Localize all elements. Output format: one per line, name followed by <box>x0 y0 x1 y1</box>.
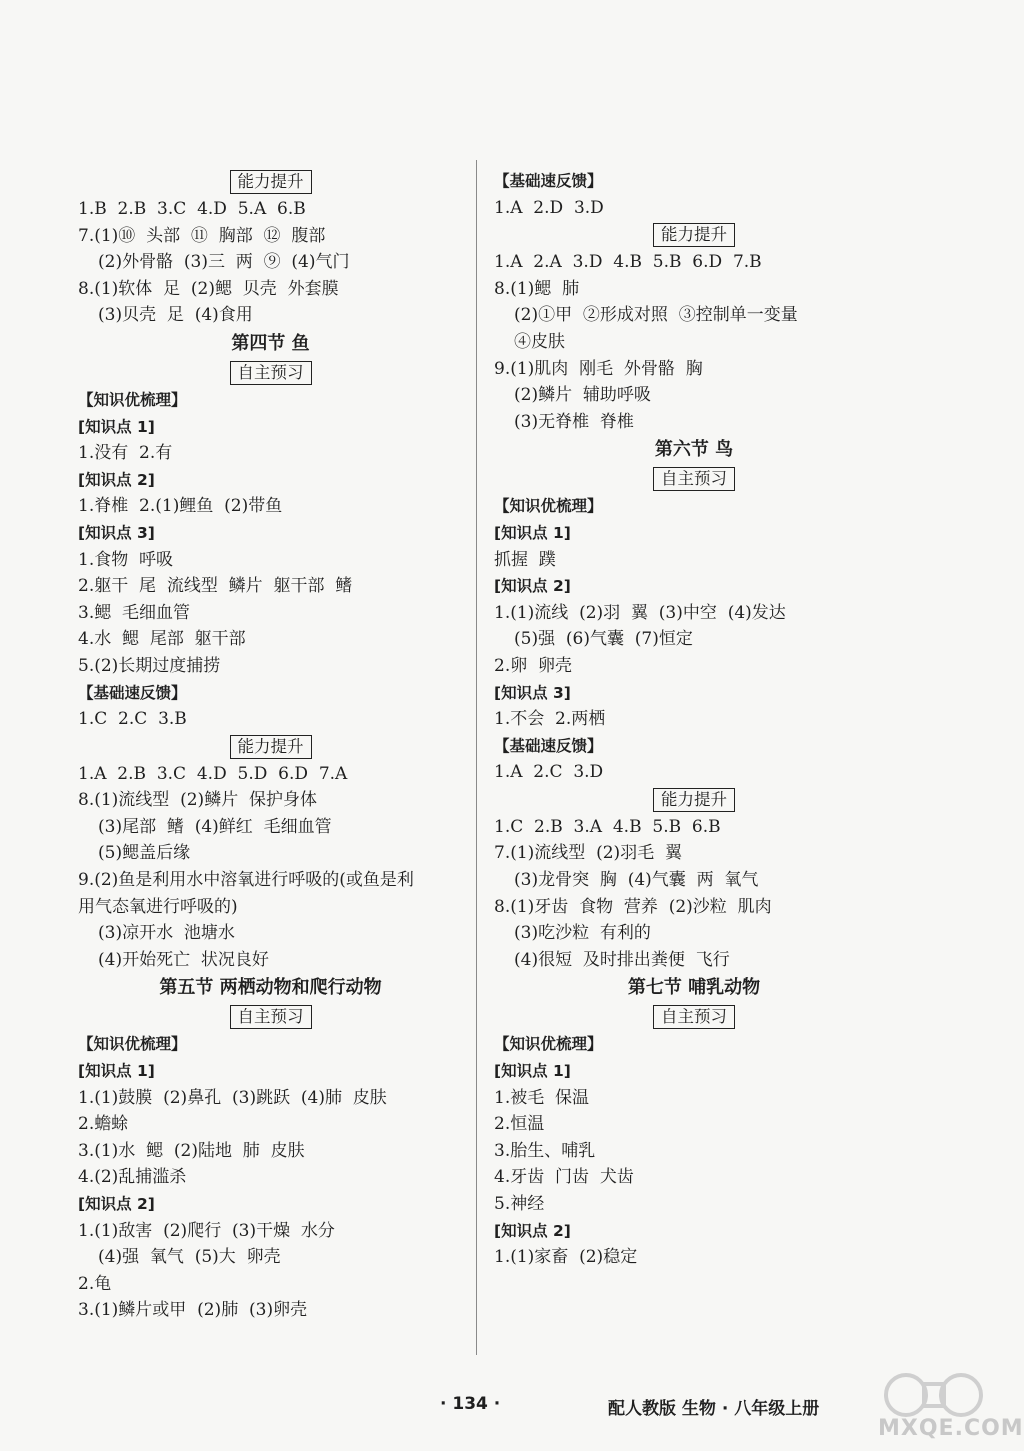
section-box-label: 能力提升 <box>230 735 312 759</box>
left-column <box>78 168 463 1324</box>
section-box <box>494 465 894 493</box>
answer-line: 2.躯干 尾 流线型 鳞片 躯干部 鳍 <box>78 576 353 597</box>
answer-line: (3)凉开水 池塘水 <box>98 923 235 944</box>
knowledge-tag: [知识点 1] <box>78 417 155 436</box>
answer-line: (3)无脊椎 脊椎 <box>514 411 634 432</box>
answer-line: 用气态氧进行呼吸的) <box>78 896 238 917</box>
answer-line: (4)强 氧气 (5)大 卵壳 <box>98 1247 281 1268</box>
answer-line: (4)开始死亡 状况良好 <box>98 949 269 970</box>
right-column <box>494 168 894 1271</box>
answer-line: 1.(1)鼓膜 (2)鼻孔 (3)跳跃 (4)肺 皮肤 <box>78 1087 387 1108</box>
section-heading: 第七节 哺乳动物 <box>627 977 761 999</box>
knowledge-tag: [知识点 1] <box>494 523 571 542</box>
answer-line: (5)强 (6)气囊 (7)恒定 <box>514 629 693 650</box>
answer-line: 1.B 2.B 3.C 4.D 5.A 6.B <box>78 199 306 219</box>
section-heading: 第五节 两栖动物和爬行动物 <box>159 977 382 999</box>
answer-line: 8.(1)软体 足 (2)鳃 贝壳 外套膜 <box>78 278 339 299</box>
answer-line: 4.(2)乱捕滥杀 <box>78 1167 187 1188</box>
answer-line: (3)吃沙粒 有利的 <box>514 923 651 944</box>
answer-line: 9.(2)鱼是利用水中溶氧进行呼吸的(或鱼是利 <box>78 870 414 891</box>
answer-line: 4.水 鳃 尾部 躯干部 <box>78 629 246 650</box>
answer-line: (5)鳃盖后缘 <box>98 843 191 864</box>
answer-line: 1.没有 2.有 <box>78 443 173 464</box>
knowledge-tag: 【知识优梳理】 <box>494 1035 603 1054</box>
knowledge-tag: [知识点 2] <box>494 577 571 596</box>
section-box <box>494 786 894 814</box>
answer-line: 1.A 2.D 3.D <box>494 197 604 218</box>
answer-line: 1.A 2.A 3.D 4.B 5.B 6.D 7.B <box>494 252 762 273</box>
answer-line: 5.神经 <box>494 1194 545 1214</box>
answer-line: 2.恒温 <box>494 1114 545 1135</box>
answer-line: 9.(1)肌肉 刚毛 外骨骼 胸 <box>494 358 703 379</box>
knowledge-tag: [知识点 3] <box>494 683 571 702</box>
knowledge-tag: [知识点 1] <box>78 1062 155 1081</box>
page-number: · 134 · <box>440 1394 501 1414</box>
column-divider <box>476 160 477 1355</box>
answer-line: 1.(1)流线 (2)羽 翼 (3)中空 (4)发达 <box>494 602 786 623</box>
answer-line: 3.(1)鳞片或甲 (2)肺 (3)卵壳 <box>78 1300 308 1321</box>
watermark-icon <box>876 1370 996 1420</box>
knowledge-tag: 【知识优梳理】 <box>78 390 187 409</box>
section-box <box>78 733 463 761</box>
answer-line: 3.鳃 毛细血管 <box>78 602 191 623</box>
answer-line: 7.(1)流线型 (2)羽毛 翼 <box>494 843 682 864</box>
answer-line: 7.(1)⑩ 头部 ⑪ 胸部 ⑫ 腹部 <box>78 225 326 246</box>
section-box-label: 能力提升 <box>230 170 312 194</box>
page-footer <box>0 1394 1000 1420</box>
answer-line: 1.食物 呼吸 <box>78 549 174 570</box>
section-heading: 第六节 鸟 <box>654 439 734 461</box>
answer-line: 1.脊椎 2.(1)鲤鱼 (2)带鱼 <box>78 496 283 517</box>
section-heading: 第四节 鱼 <box>231 332 310 354</box>
answer-line: (2)外骨骼 (3)三 两 ⑨ (4)气门 <box>98 252 350 273</box>
answer-line: 3.胎生、哺乳 <box>494 1140 596 1161</box>
answer-line: 1.(1)敌害 (2)爬行 (3)干燥 水分 <box>78 1220 335 1241</box>
answer-line: (3)贝壳 足 (4)食用 <box>98 305 253 326</box>
answer-line: (3)龙骨突 胸 (4)气囊 两 氧气 <box>514 870 759 891</box>
section-box <box>494 1003 894 1031</box>
knowledge-tag: [知识点 1] <box>494 1062 571 1081</box>
answer-line: 8.(1)牙齿 食物 营养 (2)沙粒 肌肉 <box>494 896 772 917</box>
answer-line: 8.(1)鳃 肺 <box>494 278 580 299</box>
knowledge-tag: [知识点 2] <box>494 1221 571 1240</box>
answer-line: 2.卵 卵壳 <box>494 655 573 676</box>
answer-line: (2)鳞片 辅助呼吸 <box>514 385 651 406</box>
answer-line: 2.蟾蜍 <box>78 1114 129 1135</box>
answer-line: ④皮肤 <box>514 331 565 352</box>
answer-line: 1.C 2.B 3.A 4.B 5.B 6.B <box>494 816 721 837</box>
answer-line: 3.(1)水 鳃 (2)陆地 肺 皮肤 <box>78 1140 305 1161</box>
answer-line: 2.龟 <box>78 1273 112 1294</box>
knowledge-tag: [知识点 3] <box>78 523 155 542</box>
section-box-label: 能力提升 <box>653 788 735 812</box>
answer-line: 5.(2)长期过度捕捞 <box>78 655 221 676</box>
section-box <box>78 1003 463 1031</box>
knowledge-tag: 【基础速反馈】 <box>494 172 603 190</box>
answer-line: 1.C 2.C 3.B <box>78 709 187 730</box>
watermark-logo <box>876 1370 1024 1450</box>
knowledge-tag: [知识点 2] <box>78 470 155 489</box>
section-box-label: 自主预习 <box>230 361 312 385</box>
section-box <box>494 221 894 249</box>
knowledge-tag: [知识点 2] <box>78 1195 155 1213</box>
answer-line: 4.牙齿 门齿 犬齿 <box>494 1167 634 1188</box>
answer-line: (4)很短 及时排出粪便 飞行 <box>514 949 730 970</box>
section-box-label: 自主预习 <box>653 1005 735 1029</box>
answer-line: 1.A 2.C 3.D <box>494 762 604 783</box>
section-box-label: 自主预习 <box>653 467 735 491</box>
section-box <box>78 359 463 387</box>
answer-line: 1.A 2.B 3.C 4.D 5.D 6.D 7.A <box>78 763 348 784</box>
answer-line: 8.(1)流线型 (2)鳞片 保护身体 <box>78 790 317 811</box>
answer-line: (3)尾部 鳍 (4)鲜红 毛细血管 <box>98 816 332 837</box>
section-box-label: 能力提升 <box>653 223 735 247</box>
edition-label: 配人教版 生物 · 八年级上册 <box>608 1399 820 1419</box>
answer-line: 1.不会 2.两栖 <box>494 709 606 730</box>
watermark-text: MXQE.COM <box>878 1416 1024 1441</box>
answer-line: 1.被毛 保温 <box>494 1087 590 1108</box>
section-box <box>78 168 463 196</box>
knowledge-tag: 【基础速反馈】 <box>78 683 187 702</box>
knowledge-tag: 【知识优梳理】 <box>494 497 603 516</box>
section-box-label: 自主预习 <box>230 1005 312 1029</box>
answer-line: (2)①甲 ②形成对照 ③控制单一变量 <box>514 305 798 326</box>
answer-line: 抓握 蹼 <box>494 549 556 570</box>
knowledge-tag: 【基础速反馈】 <box>494 736 603 755</box>
knowledge-tag: 【知识优梳理】 <box>78 1035 187 1054</box>
answer-line: 1.(1)家畜 (2)稳定 <box>494 1247 638 1268</box>
